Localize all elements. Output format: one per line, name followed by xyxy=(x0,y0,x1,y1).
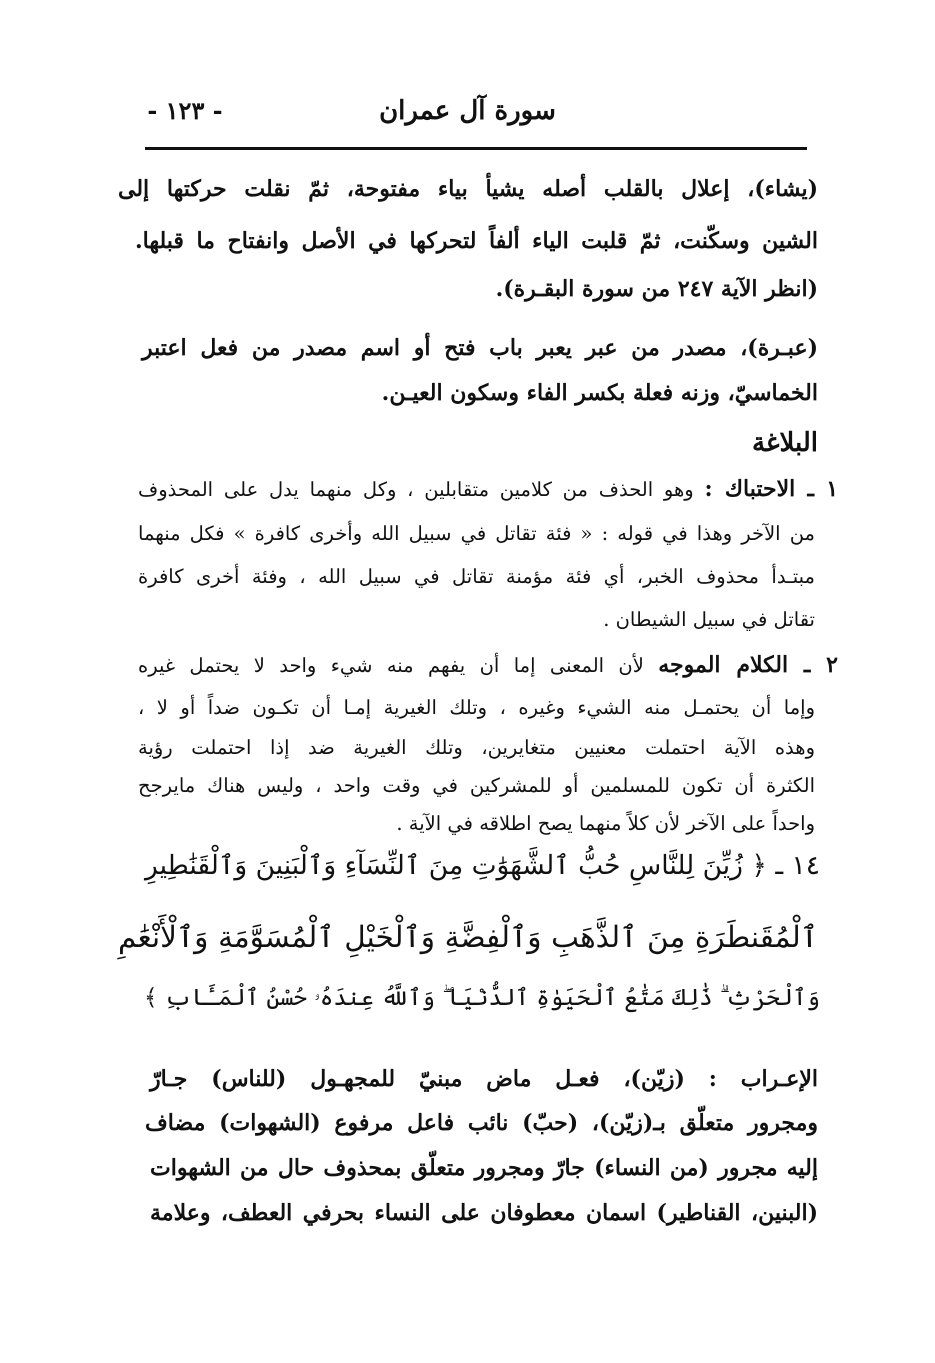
balagha-item-1-line-2: من الآخر وهذا في قوله : « فئة تقاتل في سبيل الله وأخرى كافرة » فكل منهما xyxy=(138,522,815,545)
sarf-yasha-line-2: الشين وسكّنت، ثمّ قلبت الياء ألفاً لتحركها في الأصل وانفتاح ما قبلها. xyxy=(135,228,818,254)
irab-line-2: ومجرور متعلّق بـ(زيّن)، (حبّ) نائب فاعل مرفوع (الشهوات) مضاف xyxy=(145,1110,818,1136)
verse-line-3: وَٱلْحَرْثِ ۗ ذَٰلِكَ مَتَٰعُ ٱلْحَيَوٰةِ ٱلدُّنْيَا ۖ وَٱللَّهُ عِندَهُۥ حُسْنُ ٱلْمَـَٔابِ ﴾ xyxy=(143,985,820,1011)
page-number: - ١٢٣ - xyxy=(147,96,223,125)
surah-title: سورة آل عمران xyxy=(379,96,556,126)
sarf-ibra-line-1: (عبـرة)، مصدر من عبر يعبر باب فتح أو اسم مصدر من فعل اعتبر xyxy=(142,335,818,361)
irab-line-1: الإعـراب : (زيّن)، فعـل ماض مبنيّ للمجهـول (للناس) جـارّ xyxy=(150,1066,818,1092)
balagha-item-2-term: ٢ ـ الكلام الموجه xyxy=(658,652,838,678)
header-rule xyxy=(145,147,807,150)
sarf-ibra-line-2: الخماسيّ، وزنه فعلة بكسر الفاء وسكون العيـن. xyxy=(381,380,818,406)
balagha-item-1-line-3: مبتـدأ محذوف الخبر، أي فئة مؤمنة تقاتل في سبيل الله ، وفئة أخرى كافرة xyxy=(138,565,815,588)
balagha-heading: البلاغة xyxy=(751,428,818,458)
balagha-item-2-line-3: وهذه الآية احتملت معنيين متغايرين، وتلك الغيرية ضد إذا احتملت رؤية xyxy=(138,736,815,759)
sarf-yasha-line-1: (يشاء)، إعلال بالقلب أصله يشيأ بياء مفتوحة، ثمّ نقلت حركتها إلى xyxy=(118,176,818,202)
balagha-item-2-line-4: الكثرة أن تكون للمسلمين أو للمشركين في وقت واحد ، وليس هناك مايرجح xyxy=(138,774,815,797)
balagha-item-1-text: وهو الحذف من كلامين متقابلين ، وكل منهما يدل على المحذوف xyxy=(138,478,694,501)
sarf-yasha-line-3: (انظر الآية ٢٤٧ من سورة البقـرة). xyxy=(495,276,818,302)
balagha-item-2-line-1 xyxy=(138,652,838,678)
irab-line-4: (البنين، القناطير) اسمان معطوفان على النساء بحرفي العطف، وعلامة xyxy=(150,1200,818,1226)
balagha-item-2-line-5: واحداً على الآخر لأن كلاً منهما يصح اطلاقه في الآية . xyxy=(396,812,815,835)
irab-line-3: إليه مجرور (من النساء) جارّ ومجرور متعلّق بمحذوف حال من الشهوات xyxy=(150,1155,818,1181)
balagha-item-2-text: لأن المعنى إما أن يفهم منه شيء واحد لا يحتمل غيره xyxy=(138,654,644,677)
balagha-item-1-term: ١ ـ الاحتباك : xyxy=(704,476,839,502)
verse-line-1: ١٤ ـ ﴿ زُيِّنَ لِلنَّاسِ حُبُّ ٱلشَّهَوَٰتِ مِنَ ٱلنِّسَآءِ وَٱلْبَنِينَ وَٱلْقَنَٰطِيرِ xyxy=(145,850,820,881)
balagha-item-1-line-4: تقاتل في سبيل الشيطان . xyxy=(603,608,815,631)
verse-line-2: ٱلْمُقَنطَرَةِ مِنَ ٱلذَّهَبِ وَٱلْفِضَّةِ وَٱلْخَيْلِ ٱلْمُسَوَّمَةِ وَٱلْأَنْعَٰمِ xyxy=(118,920,818,954)
balagha-item-2-line-2: وإما أن يحتمـل منه الشيء وغيره ، وتلك الغيرية إمـا أن تكـون ضداً أو لا ، xyxy=(138,696,815,719)
balagha-item-1-line-1 xyxy=(138,476,838,502)
